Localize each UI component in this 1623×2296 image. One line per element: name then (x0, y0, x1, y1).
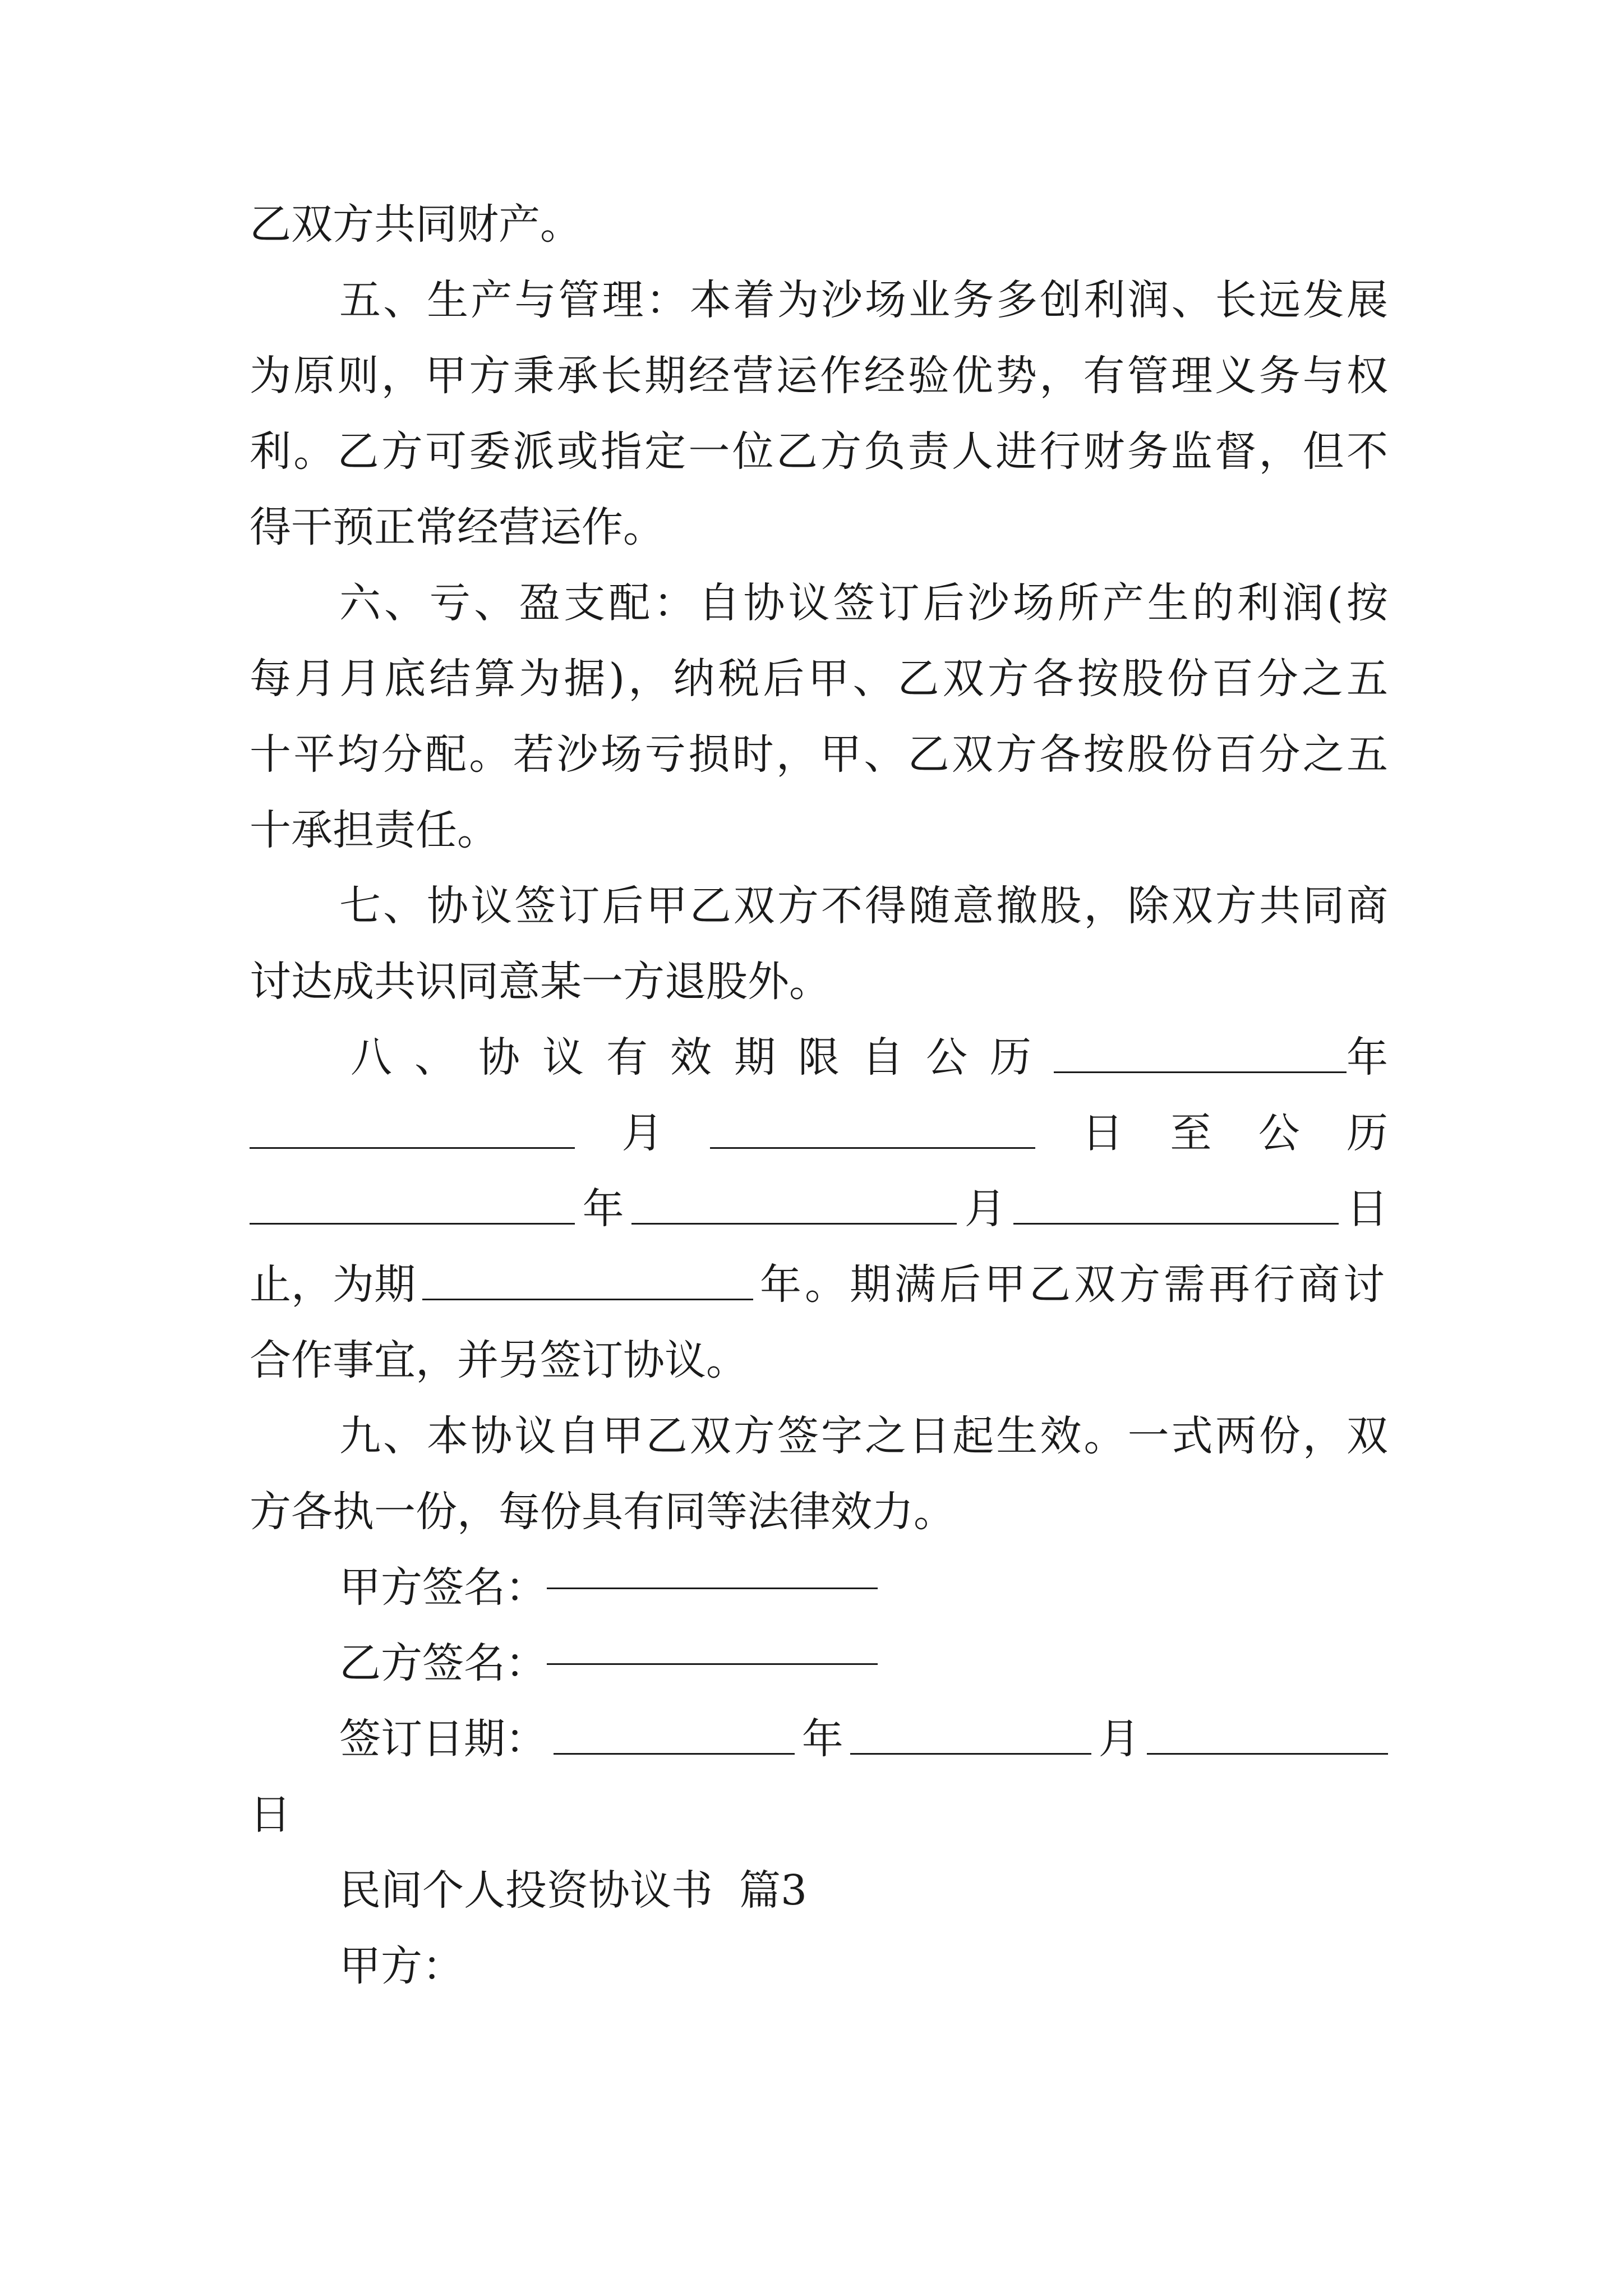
paragraph-line (250, 1181, 1388, 1237)
paragraph-line: 得干预正常经营运作。 (250, 503, 665, 551)
clause-eight-line (351, 1029, 1388, 1085)
paragraph-line: 十承担责任。 (250, 806, 499, 854)
paragraph-line (250, 1257, 1388, 1313)
term-prefix: 止，为期 (250, 1260, 416, 1309)
month-label: 月 (621, 1109, 663, 1157)
section-title: 民间个人投资协议书 篇3 (339, 1866, 808, 1915)
party-a-signature (339, 1559, 878, 1616)
party-b-signature-blank[interactable] (547, 1663, 878, 1665)
term-suffix: 年。期满后甲乙双方需再行商讨 (760, 1260, 1388, 1309)
party-a-signature-blank[interactable] (547, 1587, 878, 1589)
party-a-signature-label: 甲方签名： (339, 1563, 547, 1612)
year-label: 年 (582, 1185, 624, 1233)
signing-date-label: 签订日期： (339, 1715, 547, 1763)
clause-five-line: 五、生产与管理：本着为沙场业务多创利润、长远发展 (339, 276, 1388, 324)
clause-nine-line: 九、本协议自甲乙双方签字之日起生效。一式两份，双 (339, 1412, 1388, 1460)
year-label: 年 (801, 1715, 843, 1763)
paragraph-line: 十平均分配。若沙场亏损时，甲、乙双方各按股份百分之五 (250, 730, 1388, 779)
day-label: 日 (250, 1791, 291, 1839)
paragraph-line: 利。乙方可委派或指定一位乙方负责人进行财务监督，但不 (250, 427, 1388, 476)
paragraph-line: 每月月底结算为据)，纳税后甲、乙双方各按股份百分之五 (250, 655, 1388, 703)
signing-year-blank[interactable] (554, 1752, 795, 1755)
paragraph-line (250, 1105, 1388, 1161)
clause-six-line: 六、亏、盈支配：自协议签订后沙场所产生的利润(按 (339, 579, 1388, 627)
clause-seven-line: 七、协议签订后甲乙双方不得随意撤股，除双方共同商 (339, 882, 1388, 930)
paragraph-line: 方各执一份，每份具有同等法律效力。 (250, 1488, 955, 1536)
month-label: 月 (964, 1185, 1006, 1233)
term-years-blank[interactable] (422, 1298, 753, 1300)
year-label: 年 (1347, 1033, 1388, 1082)
clause-eight-prefix: 八、协议有效期限自公历 (351, 1033, 1054, 1082)
signing-day-blank[interactable] (1147, 1752, 1388, 1755)
end-day-blank[interactable] (1013, 1222, 1339, 1225)
party-b-signature (339, 1635, 878, 1691)
paragraph-line: 讨达成共识同意某一方退股外。 (250, 958, 831, 1006)
party-b-signature-label: 乙方签名： (339, 1639, 547, 1687)
to-label: 至 (1170, 1109, 1212, 1157)
start-year-blank[interactable] (1054, 1071, 1347, 1073)
signing-date (339, 1711, 1388, 1767)
month-label: 月 (1098, 1715, 1140, 1763)
li-label: 历 (1346, 1109, 1388, 1157)
start-day-blank[interactable] (710, 1147, 1035, 1149)
paragraph-line: 乙双方共同财产。 (250, 200, 582, 249)
end-month-blank[interactable] (631, 1222, 957, 1225)
paragraph-line: 为原则，甲方秉承长期经营运作经验优势，有管理义务与权 (250, 352, 1388, 400)
day-label: 日 (1346, 1185, 1388, 1233)
start-month-blank[interactable] (250, 1147, 575, 1149)
gong-label: 公 (1258, 1109, 1300, 1157)
signing-month-blank[interactable] (850, 1752, 1091, 1755)
paragraph-line: 合作事宜，并另签订协议。 (250, 1336, 748, 1384)
party-a-label: 甲方： (339, 1942, 464, 1990)
day-label: 日 (1081, 1109, 1123, 1157)
end-year-blank[interactable] (250, 1222, 575, 1225)
